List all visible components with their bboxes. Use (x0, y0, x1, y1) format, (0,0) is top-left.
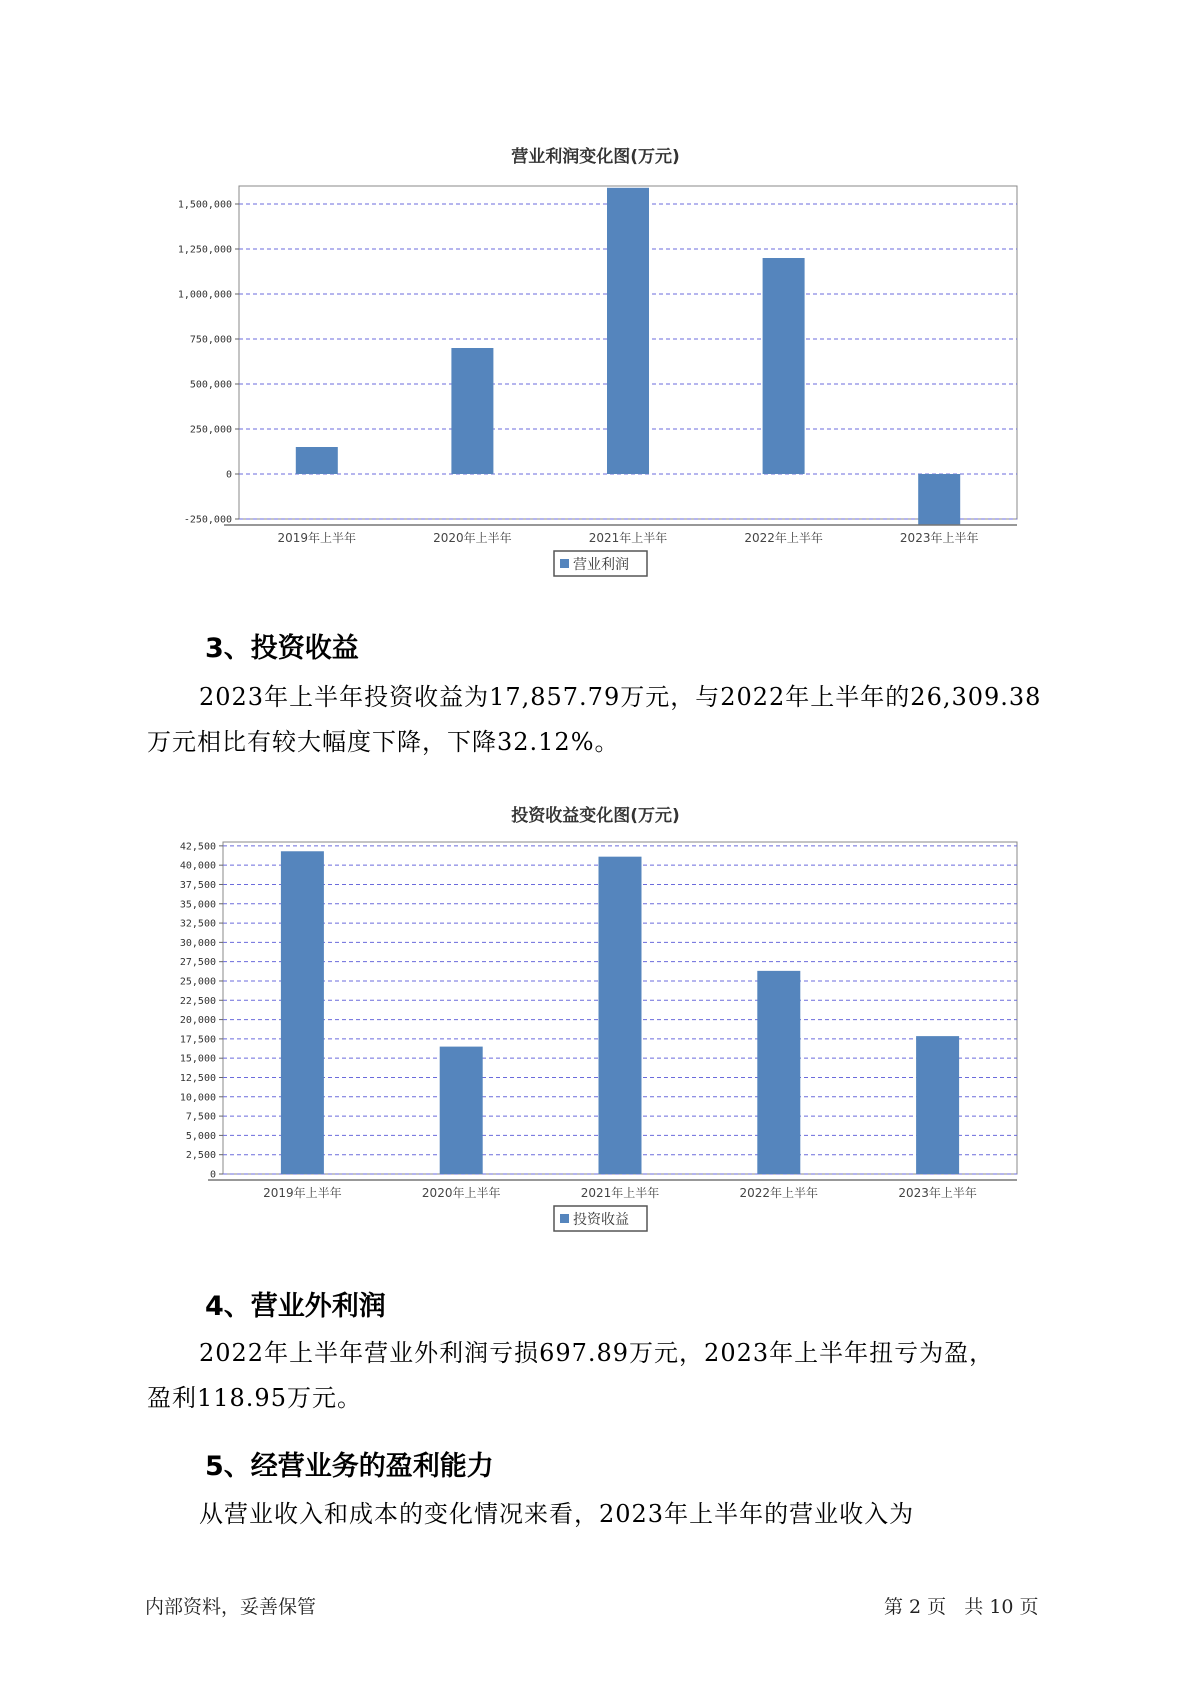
x-category-label: 2021年上半年 (580, 1186, 660, 1200)
x-category-label: 2022年上半年 (739, 1186, 819, 1200)
legend-label: 投资收益 (573, 1212, 629, 1228)
section-4-paragraph (147, 1331, 1092, 1421)
bar-2019年上半年 (296, 447, 338, 474)
footer-page-number: 第 2 页 共 10 页 (884, 1596, 1039, 1618)
y-tick-label: 15,000 (179, 1053, 216, 1065)
x-category-label: 2019年上半年 (277, 531, 357, 545)
y-tick-label: 0 (209, 1169, 216, 1181)
y-tick-label: 35,000 (179, 899, 216, 911)
bar-2022年上半年 (763, 258, 805, 474)
x-category-label: 2020年上半年 (433, 531, 512, 545)
bar-2021年上半年 (599, 857, 642, 1174)
section-4-line-1: 2022年上半年营业外利润亏损697.89万元，2023年上半年扭亏为盈， (199, 1339, 995, 1367)
bar-2023年上半年 (916, 1036, 959, 1174)
section-3-heading: 3、投资收益 (205, 633, 359, 664)
footer-confidential-note: 内部资料，妥善保管 (145, 1596, 317, 1618)
y-tick-label: 40,000 (179, 860, 216, 872)
y-tick-label: 5,000 (185, 1130, 216, 1142)
bar-2019年上半年 (281, 851, 324, 1174)
y-tick-label: 30,000 (179, 937, 216, 949)
section-5-paragraph (147, 1492, 1092, 1537)
y-tick-label: -250,000 (183, 514, 232, 526)
investment-income-chart (0, 835, 1191, 1265)
x-category-label: 2023年上半年 (898, 1186, 977, 1200)
x-category-label: 2019年上半年 (263, 1186, 342, 1200)
section-3-line-2: 万元相比有较大幅度下降，下降32.12%。 (147, 728, 620, 756)
x-category-label: 2023年上半年 (899, 531, 979, 545)
bar-2021年上半年 (607, 188, 649, 474)
operating-profit-chart (0, 180, 1191, 620)
chart-title-investment-income: 投资收益变化图(万元) (511, 806, 680, 826)
chart-title-operating-profit: 营业利润变化图(万元) (511, 147, 680, 167)
legend-label: 营业利润 (573, 557, 629, 573)
y-tick-label: 7,500 (185, 1111, 216, 1123)
section-4-heading: 4、营业外利润 (205, 1291, 386, 1322)
y-tick-label: 500,000 (189, 379, 232, 391)
y-tick-label: 250,000 (189, 424, 232, 436)
section-3-line-1: 2023年上半年投资收益为17,857.79万元，与2022年上半年的26,309.38 (199, 683, 1042, 711)
y-tick-label: 2,500 (185, 1150, 216, 1162)
y-tick-label: 42,500 (179, 841, 216, 853)
y-tick-label: 17,500 (179, 1034, 216, 1046)
y-tick-label: 32,500 (179, 918, 216, 930)
y-tick-label: 0 (225, 469, 232, 481)
y-tick-label: 1,000,000 (177, 289, 232, 301)
x-category-label: 2022年上半年 (744, 531, 823, 545)
y-tick-label: 27,500 (179, 957, 216, 969)
bar-2020年上半年 (440, 1047, 483, 1174)
y-tick-label: 37,500 (179, 879, 216, 891)
y-tick-label: 22,500 (179, 995, 216, 1007)
section-3-paragraph (147, 675, 1092, 765)
bar-2020年上半年 (451, 348, 493, 474)
y-tick-label: 1,500,000 (177, 199, 232, 211)
x-category-label: 2021年上半年 (588, 531, 668, 545)
x-category-label: 2020年上半年 (421, 1186, 501, 1200)
bar-2022年上半年 (757, 971, 800, 1174)
y-tick-label: 12,500 (179, 1072, 216, 1084)
y-tick-label: 20,000 (179, 1015, 216, 1027)
bar-2023年上半年 (918, 474, 960, 525)
section-5-line-1: 从营业收入和成本的变化情况来看，2023年上半年的营业收入为 (199, 1500, 915, 1528)
y-tick-label: 10,000 (179, 1092, 216, 1104)
section-5-heading: 5、经营业务的盈利能力 (205, 1451, 494, 1482)
y-tick-label: 1,250,000 (177, 244, 232, 256)
legend-swatch (560, 1214, 569, 1223)
legend-swatch (560, 559, 569, 568)
y-tick-label: 25,000 (179, 976, 216, 988)
section-4-line-2: 盈利118.95万元。 (147, 1384, 362, 1412)
y-tick-label: 750,000 (189, 334, 232, 346)
